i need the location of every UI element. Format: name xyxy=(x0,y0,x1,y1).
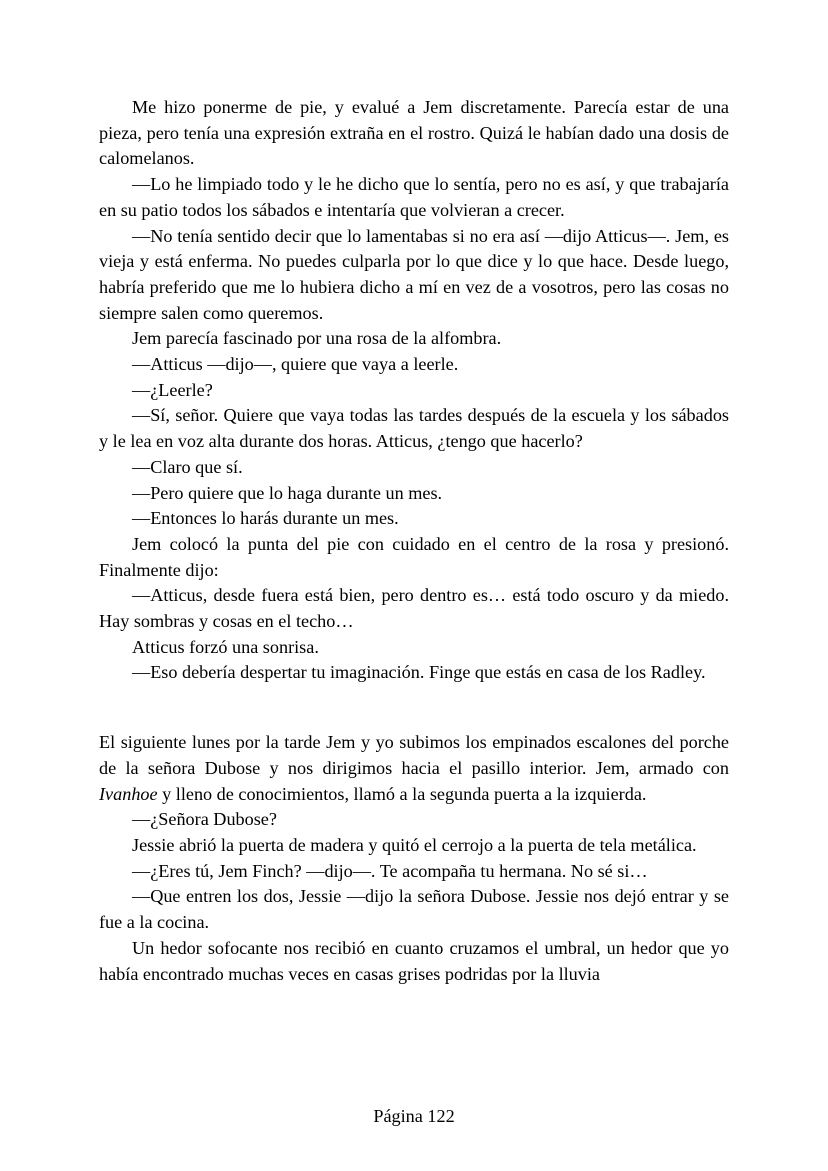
paragraph: —Que entren los dos, Jessie —dijo la señora Dubose. Jessie nos dejó entrar y se fue a la cocina. xyxy=(99,886,729,933)
section-one xyxy=(99,95,729,686)
paragraph: Jessie abrió la puerta de madera y quitó el cerrojo a la puerta de tela metálica. xyxy=(132,834,697,855)
paragraph: —No tenía sentido decir que lo lamentabas si no era así —dijo Atticus—. Jem, es vieja y está enferma. No puedes culparla por lo que dice y lo que hace. Desde luego, habría preferido que me lo hubiera dicho a mí en vez de a vosotros, pero las cosas no siempre salen como queremos. xyxy=(99,225,729,323)
opening-text-part-one: El siguiente lunes por la tarde Jem y yo subimos los empinados escalones del porche de la señora Dubose y nos dirigimos hacia el pasillo interior. Jem, armado con xyxy=(99,732,729,778)
paragraph: —¿Señora Dubose? xyxy=(132,809,277,830)
paragraph: —¿Leerle? xyxy=(132,379,213,400)
paragraph: —Entonces lo harás durante un mes. xyxy=(132,508,399,529)
paragraph: Jem parecía fascinado por una rosa de la alfombra. xyxy=(132,328,502,349)
paragraph: Me hizo ponerme de pie, y evalué a Jem discretamente. Parecía estar de una pieza, pero tenía una expresión extraña en el rostro. Quizá le habían dado una dosis de calomelanos. xyxy=(99,97,729,169)
paragraph: —Lo he limpiado todo y le he dicho que lo sentía, pero no es así, y que trabajaría en su patio todos los sábados e intentaría que volvieran a crecer. xyxy=(99,174,729,220)
paragraph: —Eso debería despertar tu imaginación. Finge que estás en casa de los Radley. xyxy=(132,662,706,683)
section-two xyxy=(99,730,729,987)
paragraph: Un hedor sofocante nos recibió en cuanto cruzamos el umbral, un hedor que yo había encontrado muchas veces en casas grises podridas por la lluvia xyxy=(99,937,729,984)
paragraph: —Claro que sí. xyxy=(132,456,243,477)
page-number: Página 122 xyxy=(373,1106,455,1126)
paragraph: —Atticus —dijo—, quiere que vaya a leerle. xyxy=(132,354,459,375)
paragraph: —Pero quiere que lo haga durante un mes. xyxy=(132,482,443,503)
section-divider xyxy=(99,686,729,730)
opening-text-part-two: y lleno de conocimientos, llamó a la segunda puerta a la izquierda. xyxy=(157,783,647,804)
paragraph-opening xyxy=(99,730,729,807)
page-footer xyxy=(0,1106,828,1127)
paragraph: —¿Eres tú, Jem Finch? —dijo—. Te acompaña tu hermana. No sé si… xyxy=(132,860,648,881)
paragraph: Jem colocó la punta del pie con cuidado en el centro de la rosa y presionó. Finalmente dijo: xyxy=(99,533,729,580)
book-title: Ivanhoe xyxy=(99,783,158,804)
paragraph: Atticus forzó una sonrisa. xyxy=(132,636,319,657)
paragraph: —Atticus, desde fuera está bien, pero dentro es… está todo oscuro y da miedo. Hay sombras y cosas en el techo… xyxy=(99,585,729,632)
paragraph: —Sí, señor. Quiere que vaya todas las tardes después de la escuela y los sábados y le lea en voz alta durante dos horas. Atticus, ¿tengo que hacerlo? xyxy=(99,405,729,452)
